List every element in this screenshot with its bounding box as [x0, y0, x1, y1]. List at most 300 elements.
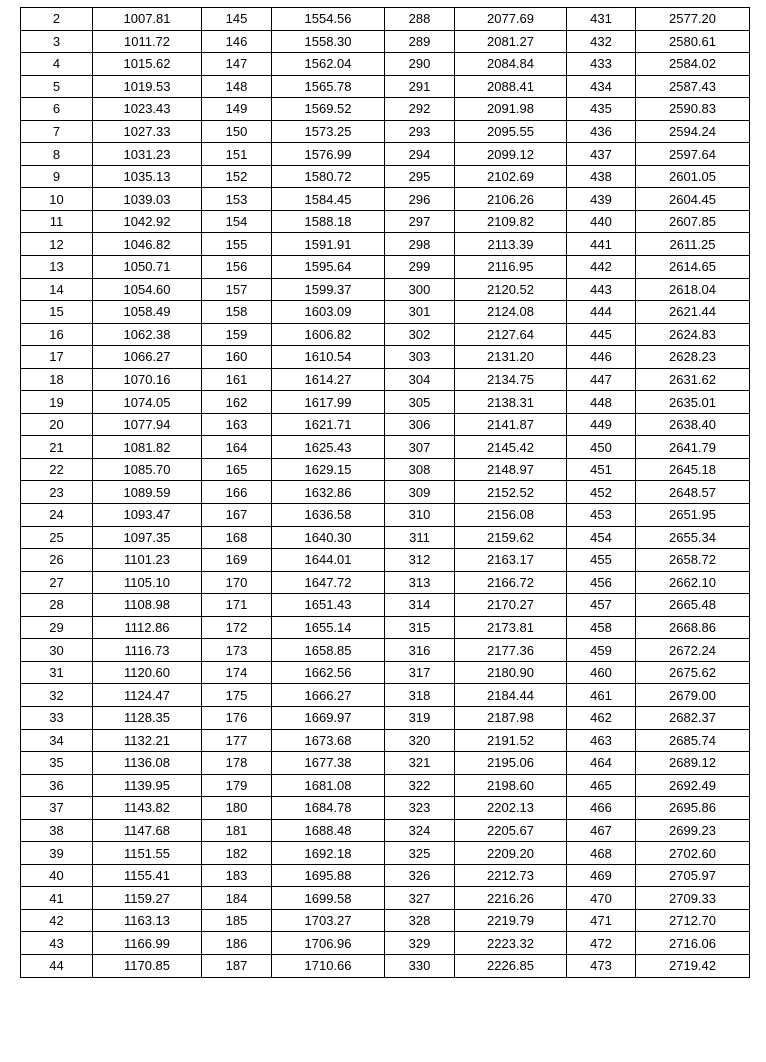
table-row: [21, 120, 750, 143]
cell-value-a: 1093.47: [93, 504, 202, 527]
table-row: [21, 256, 750, 279]
cell-index-c: 324: [385, 819, 455, 842]
cell-index-a: 12: [21, 233, 93, 256]
cell-index-b: 177: [202, 729, 272, 752]
cell-index-d: 465: [567, 774, 636, 797]
cell-value-d: 2702.60: [636, 842, 750, 865]
cell-index-a: 5: [21, 75, 93, 98]
cell-value-c: 2202.13: [455, 797, 567, 820]
cell-index-a: 21: [21, 436, 93, 459]
cell-value-d: 2614.65: [636, 256, 750, 279]
table-row: [21, 413, 750, 436]
cell-value-b: 1632.86: [272, 481, 385, 504]
cell-value-c: 2184.44: [455, 684, 567, 707]
cell-index-c: 311: [385, 526, 455, 549]
cell-value-b: 1591.91: [272, 233, 385, 256]
cell-index-c: 320: [385, 729, 455, 752]
cell-value-a: 1066.27: [93, 346, 202, 369]
cell-value-a: 1159.27: [93, 887, 202, 910]
cell-index-d: 444: [567, 301, 636, 324]
cell-value-b: 1558.30: [272, 30, 385, 53]
cell-value-a: 1089.59: [93, 481, 202, 504]
cell-value-b: 1688.48: [272, 819, 385, 842]
cell-index-d: 445: [567, 323, 636, 346]
cell-index-c: 295: [385, 165, 455, 188]
cell-index-b: 187: [202, 954, 272, 977]
cell-value-d: 2709.33: [636, 887, 750, 910]
cell-value-d: 2577.20: [636, 8, 750, 31]
cell-index-a: 7: [21, 120, 93, 143]
cell-index-b: 153: [202, 188, 272, 211]
cell-value-c: 2131.20: [455, 346, 567, 369]
cell-value-d: 2682.37: [636, 706, 750, 729]
cell-index-a: 27: [21, 571, 93, 594]
cell-value-d: 2679.00: [636, 684, 750, 707]
cell-index-c: 304: [385, 368, 455, 391]
cell-value-b: 1610.54: [272, 346, 385, 369]
table-row: [21, 932, 750, 955]
cell-index-c: 326: [385, 864, 455, 887]
cell-index-b: 169: [202, 549, 272, 572]
table-row: [21, 819, 750, 842]
cell-index-b: 161: [202, 368, 272, 391]
cell-index-a: 15: [21, 301, 93, 324]
table-body: [21, 8, 750, 978]
cell-index-c: 319: [385, 706, 455, 729]
cell-index-d: 435: [567, 98, 636, 121]
cell-value-b: 1603.09: [272, 301, 385, 324]
cell-index-c: 306: [385, 413, 455, 436]
cell-value-a: 1074.05: [93, 391, 202, 414]
cell-value-a: 1007.81: [93, 8, 202, 31]
cell-value-c: 2145.42: [455, 436, 567, 459]
cell-index-c: 290: [385, 53, 455, 76]
cell-index-b: 163: [202, 413, 272, 436]
cell-index-d: 459: [567, 639, 636, 662]
cell-value-b: 1617.99: [272, 391, 385, 414]
cell-index-b: 186: [202, 932, 272, 955]
table-row: [21, 594, 750, 617]
cell-index-d: 471: [567, 909, 636, 932]
cell-index-c: 289: [385, 30, 455, 53]
cell-index-a: 25: [21, 526, 93, 549]
cell-value-c: 2195.06: [455, 752, 567, 775]
cell-value-b: 1677.38: [272, 752, 385, 775]
cell-value-c: 2166.72: [455, 571, 567, 594]
cell-index-b: 167: [202, 504, 272, 527]
cell-value-d: 2580.61: [636, 30, 750, 53]
cell-value-a: 1101.23: [93, 549, 202, 572]
cell-value-b: 1599.37: [272, 278, 385, 301]
table-row: [21, 436, 750, 459]
cell-index-a: 18: [21, 368, 93, 391]
cell-value-c: 2081.27: [455, 30, 567, 53]
cell-index-d: 437: [567, 143, 636, 166]
table-row: [21, 346, 750, 369]
cell-index-c: 294: [385, 143, 455, 166]
cell-value-d: 2638.40: [636, 413, 750, 436]
cell-value-d: 2641.79: [636, 436, 750, 459]
cell-value-b: 1554.56: [272, 8, 385, 31]
cell-value-d: 2719.42: [636, 954, 750, 977]
cell-value-b: 1576.99: [272, 143, 385, 166]
cell-index-c: 312: [385, 549, 455, 572]
cell-index-d: 443: [567, 278, 636, 301]
cell-index-d: 447: [567, 368, 636, 391]
cell-value-c: 2198.60: [455, 774, 567, 797]
table-row: [21, 233, 750, 256]
cell-value-a: 1023.43: [93, 98, 202, 121]
cell-value-c: 2127.64: [455, 323, 567, 346]
cell-index-c: 310: [385, 504, 455, 527]
cell-index-a: 24: [21, 504, 93, 527]
cell-value-a: 1031.23: [93, 143, 202, 166]
cell-value-a: 1062.38: [93, 323, 202, 346]
table-row: [21, 210, 750, 233]
cell-value-d: 2699.23: [636, 819, 750, 842]
cell-index-c: 318: [385, 684, 455, 707]
cell-value-a: 1081.82: [93, 436, 202, 459]
value-table: [20, 7, 750, 978]
cell-value-a: 1170.85: [93, 954, 202, 977]
cell-index-c: 297: [385, 210, 455, 233]
cell-index-b: 155: [202, 233, 272, 256]
cell-value-c: 2163.17: [455, 549, 567, 572]
cell-value-a: 1116.73: [93, 639, 202, 662]
cell-index-b: 182: [202, 842, 272, 865]
cell-index-b: 156: [202, 256, 272, 279]
cell-index-c: 330: [385, 954, 455, 977]
cell-index-a: 42: [21, 909, 93, 932]
cell-value-a: 1136.08: [93, 752, 202, 775]
cell-index-b: 178: [202, 752, 272, 775]
cell-index-a: 37: [21, 797, 93, 820]
cell-index-c: 296: [385, 188, 455, 211]
cell-value-d: 2590.83: [636, 98, 750, 121]
cell-value-c: 2173.81: [455, 616, 567, 639]
cell-value-a: 1112.86: [93, 616, 202, 639]
cell-value-b: 1681.08: [272, 774, 385, 797]
cell-index-d: 451: [567, 458, 636, 481]
cell-index-a: 43: [21, 932, 93, 955]
cell-index-a: 34: [21, 729, 93, 752]
cell-value-d: 2594.24: [636, 120, 750, 143]
cell-index-a: 30: [21, 639, 93, 662]
cell-index-b: 181: [202, 819, 272, 842]
cell-index-b: 179: [202, 774, 272, 797]
cell-index-c: 327: [385, 887, 455, 910]
cell-index-a: 8: [21, 143, 93, 166]
table-row: [21, 774, 750, 797]
cell-index-b: 183: [202, 864, 272, 887]
cell-index-d: 470: [567, 887, 636, 910]
table-row: [21, 909, 750, 932]
cell-index-a: 38: [21, 819, 93, 842]
cell-index-d: 442: [567, 256, 636, 279]
cell-index-a: 39: [21, 842, 93, 865]
cell-value-b: 1584.45: [272, 188, 385, 211]
cell-value-a: 1139.95: [93, 774, 202, 797]
table-row: [21, 706, 750, 729]
cell-value-d: 2601.05: [636, 165, 750, 188]
cell-value-d: 2692.49: [636, 774, 750, 797]
cell-index-a: 44: [21, 954, 93, 977]
cell-index-c: 315: [385, 616, 455, 639]
table-row: [21, 8, 750, 31]
table-row: [21, 481, 750, 504]
cell-value-a: 1155.41: [93, 864, 202, 887]
cell-index-a: 28: [21, 594, 93, 617]
cell-value-a: 1132.21: [93, 729, 202, 752]
cell-index-c: 300: [385, 278, 455, 301]
cell-value-d: 2689.12: [636, 752, 750, 775]
cell-value-c: 2226.85: [455, 954, 567, 977]
cell-index-b: 165: [202, 458, 272, 481]
cell-value-b: 1606.82: [272, 323, 385, 346]
cell-value-a: 1124.47: [93, 684, 202, 707]
cell-index-c: 323: [385, 797, 455, 820]
cell-value-b: 1588.18: [272, 210, 385, 233]
cell-index-d: 473: [567, 954, 636, 977]
cell-index-a: 16: [21, 323, 93, 346]
cell-index-d: 467: [567, 819, 636, 842]
cell-index-b: 185: [202, 909, 272, 932]
cell-index-a: 19: [21, 391, 93, 414]
table-row: [21, 165, 750, 188]
cell-value-a: 1120.60: [93, 661, 202, 684]
cell-index-b: 176: [202, 706, 272, 729]
table-row: [21, 797, 750, 820]
cell-value-b: 1644.01: [272, 549, 385, 572]
table-row: [21, 661, 750, 684]
cell-value-a: 1143.82: [93, 797, 202, 820]
cell-value-a: 1039.03: [93, 188, 202, 211]
cell-value-d: 2716.06: [636, 932, 750, 955]
cell-value-b: 1703.27: [272, 909, 385, 932]
cell-index-c: 316: [385, 639, 455, 662]
cell-index-a: 33: [21, 706, 93, 729]
cell-index-d: 472: [567, 932, 636, 955]
cell-index-d: 434: [567, 75, 636, 98]
cell-index-c: 292: [385, 98, 455, 121]
cell-value-c: 2077.69: [455, 8, 567, 31]
cell-value-d: 2712.70: [636, 909, 750, 932]
cell-value-d: 2658.72: [636, 549, 750, 572]
table-row: [21, 954, 750, 977]
table-row: [21, 887, 750, 910]
cell-index-a: 40: [21, 864, 93, 887]
cell-index-b: 154: [202, 210, 272, 233]
table-row: [21, 30, 750, 53]
table-row: [21, 549, 750, 572]
cell-value-a: 1085.70: [93, 458, 202, 481]
cell-index-c: 313: [385, 571, 455, 594]
cell-index-a: 3: [21, 30, 93, 53]
table-row: [21, 53, 750, 76]
cell-index-d: 432: [567, 30, 636, 53]
cell-value-c: 2156.08: [455, 504, 567, 527]
cell-value-b: 1666.27: [272, 684, 385, 707]
cell-index-a: 26: [21, 549, 93, 572]
cell-value-b: 1595.64: [272, 256, 385, 279]
cell-index-a: 6: [21, 98, 93, 121]
cell-value-a: 1128.35: [93, 706, 202, 729]
cell-index-d: 460: [567, 661, 636, 684]
cell-index-c: 301: [385, 301, 455, 324]
cell-value-a: 1027.33: [93, 120, 202, 143]
cell-index-b: 164: [202, 436, 272, 459]
cell-index-d: 461: [567, 684, 636, 707]
cell-value-a: 1108.98: [93, 594, 202, 617]
cell-index-b: 149: [202, 98, 272, 121]
cell-value-c: 2152.52: [455, 481, 567, 504]
cell-value-c: 2134.75: [455, 368, 567, 391]
cell-value-b: 1621.71: [272, 413, 385, 436]
cell-index-a: 32: [21, 684, 93, 707]
cell-index-a: 4: [21, 53, 93, 76]
cell-value-d: 2624.83: [636, 323, 750, 346]
cell-value-c: 2141.87: [455, 413, 567, 436]
cell-value-d: 2587.43: [636, 75, 750, 98]
cell-index-a: 10: [21, 188, 93, 211]
cell-index-d: 440: [567, 210, 636, 233]
cell-index-c: 308: [385, 458, 455, 481]
cell-index-a: 13: [21, 256, 93, 279]
cell-value-c: 2219.79: [455, 909, 567, 932]
cell-value-d: 2648.57: [636, 481, 750, 504]
cell-value-c: 2148.97: [455, 458, 567, 481]
cell-value-b: 1658.85: [272, 639, 385, 662]
cell-index-b: 168: [202, 526, 272, 549]
table-row: [21, 752, 750, 775]
cell-index-d: 456: [567, 571, 636, 594]
cell-value-a: 1015.62: [93, 53, 202, 76]
cell-index-b: 172: [202, 616, 272, 639]
cell-index-d: 455: [567, 549, 636, 572]
cell-value-c: 2091.98: [455, 98, 567, 121]
cell-index-d: 446: [567, 346, 636, 369]
cell-value-b: 1636.58: [272, 504, 385, 527]
cell-value-b: 1629.15: [272, 458, 385, 481]
cell-index-d: 462: [567, 706, 636, 729]
cell-index-b: 151: [202, 143, 272, 166]
cell-index-b: 174: [202, 661, 272, 684]
cell-index-d: 449: [567, 413, 636, 436]
cell-value-a: 1054.60: [93, 278, 202, 301]
cell-value-c: 2212.73: [455, 864, 567, 887]
cell-value-c: 2216.26: [455, 887, 567, 910]
cell-index-c: 322: [385, 774, 455, 797]
cell-value-b: 1655.14: [272, 616, 385, 639]
cell-index-c: 291: [385, 75, 455, 98]
cell-value-a: 1050.71: [93, 256, 202, 279]
cell-index-c: 321: [385, 752, 455, 775]
cell-value-a: 1163.13: [93, 909, 202, 932]
table-row: [21, 278, 750, 301]
cell-index-b: 173: [202, 639, 272, 662]
table-row: [21, 391, 750, 414]
cell-value-a: 1035.13: [93, 165, 202, 188]
cell-index-a: 9: [21, 165, 93, 188]
cell-index-d: 450: [567, 436, 636, 459]
cell-index-c: 317: [385, 661, 455, 684]
cell-value-b: 1565.78: [272, 75, 385, 98]
cell-index-d: 468: [567, 842, 636, 865]
cell-index-c: 309: [385, 481, 455, 504]
cell-index-a: 31: [21, 661, 93, 684]
cell-index-a: 29: [21, 616, 93, 639]
cell-value-d: 2618.04: [636, 278, 750, 301]
cell-value-c: 2209.20: [455, 842, 567, 865]
cell-value-b: 1614.27: [272, 368, 385, 391]
cell-index-c: 293: [385, 120, 455, 143]
cell-value-b: 1695.88: [272, 864, 385, 887]
cell-value-c: 2205.67: [455, 819, 567, 842]
cell-index-a: 36: [21, 774, 93, 797]
cell-value-b: 1647.72: [272, 571, 385, 594]
cell-index-c: 298: [385, 233, 455, 256]
cell-value-c: 2095.55: [455, 120, 567, 143]
cell-value-d: 2645.18: [636, 458, 750, 481]
cell-index-d: 448: [567, 391, 636, 414]
cell-value-c: 2191.52: [455, 729, 567, 752]
cell-value-b: 1640.30: [272, 526, 385, 549]
cell-index-c: 302: [385, 323, 455, 346]
cell-value-a: 1151.55: [93, 842, 202, 865]
cell-index-b: 184: [202, 887, 272, 910]
cell-index-c: 305: [385, 391, 455, 414]
cell-value-d: 2662.10: [636, 571, 750, 594]
table-row: [21, 323, 750, 346]
table-row: [21, 639, 750, 662]
cell-index-b: 146: [202, 30, 272, 53]
cell-index-a: 11: [21, 210, 93, 233]
table-row: [21, 458, 750, 481]
cell-index-c: 299: [385, 256, 455, 279]
cell-index-b: 147: [202, 53, 272, 76]
cell-value-a: 1019.53: [93, 75, 202, 98]
cell-index-b: 158: [202, 301, 272, 324]
cell-value-c: 2106.26: [455, 188, 567, 211]
table-row: [21, 842, 750, 865]
cell-index-b: 148: [202, 75, 272, 98]
cell-value-d: 2597.64: [636, 143, 750, 166]
cell-value-c: 2177.36: [455, 639, 567, 662]
cell-value-b: 1673.68: [272, 729, 385, 752]
cell-value-c: 2088.41: [455, 75, 567, 98]
cell-index-c: 307: [385, 436, 455, 459]
cell-index-d: 431: [567, 8, 636, 31]
cell-index-b: 171: [202, 594, 272, 617]
cell-index-c: 303: [385, 346, 455, 369]
cell-value-b: 1569.52: [272, 98, 385, 121]
cell-value-c: 2124.08: [455, 301, 567, 324]
cell-value-b: 1706.96: [272, 932, 385, 955]
cell-value-d: 2628.23: [636, 346, 750, 369]
cell-value-d: 2695.86: [636, 797, 750, 820]
cell-value-c: 2113.39: [455, 233, 567, 256]
cell-index-c: 314: [385, 594, 455, 617]
cell-value-d: 2655.34: [636, 526, 750, 549]
cell-index-b: 170: [202, 571, 272, 594]
cell-value-a: 1166.99: [93, 932, 202, 955]
cell-index-a: 23: [21, 481, 93, 504]
cell-value-d: 2584.02: [636, 53, 750, 76]
cell-value-d: 2635.01: [636, 391, 750, 414]
cell-value-b: 1710.66: [272, 954, 385, 977]
cell-index-d: 463: [567, 729, 636, 752]
cell-value-b: 1625.43: [272, 436, 385, 459]
